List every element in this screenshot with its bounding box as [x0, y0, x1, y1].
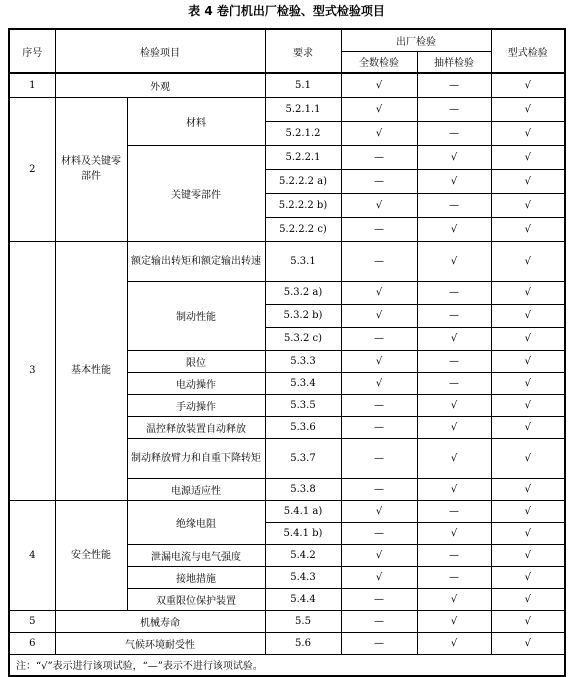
req-cell: 5.3.8: [265, 478, 341, 500]
sample-mark: √: [417, 217, 491, 241]
full-mark: √: [341, 500, 417, 522]
sample-mark: √: [417, 169, 491, 193]
sample-mark: √: [417, 241, 491, 281]
type-mark: √: [491, 145, 565, 169]
group-name-cell: 基本性能: [55, 241, 127, 500]
item-cell: 电动操作: [127, 372, 265, 394]
item-cell: 外观: [55, 73, 265, 97]
type-mark: √: [491, 478, 565, 500]
type-mark: √: [491, 281, 565, 304]
sample-mark: —: [417, 193, 491, 217]
req-cell: 5.2.1.1: [265, 97, 341, 121]
req-cell: 5.5: [265, 610, 341, 632]
sample-mark: √: [417, 416, 491, 438]
group-name-cell: 材料及关键零部件: [55, 97, 127, 241]
table-row: [9, 73, 565, 97]
req-cell: 5.3.2 c): [265, 327, 341, 350]
header-req: 要求: [265, 29, 341, 73]
req-cell: 5.2.2.2 c): [265, 217, 341, 241]
type-mark: √: [491, 438, 565, 478]
req-cell: 5.4.4: [265, 588, 341, 610]
sample-mark: √: [417, 438, 491, 478]
req-cell: 5.2.2.2 a): [265, 169, 341, 193]
full-mark: —: [341, 632, 417, 654]
full-mark: —: [341, 145, 417, 169]
sample-mark: —: [417, 121, 491, 145]
sample-mark: √: [417, 327, 491, 350]
header-sample: 抽样检验: [417, 51, 491, 73]
table-row: [9, 500, 565, 522]
full-mark: √: [341, 566, 417, 588]
seq-cell: 2: [9, 97, 55, 241]
full-mark: √: [341, 97, 417, 121]
item-cell: 气候环境耐受性: [55, 632, 265, 654]
full-mark: —: [341, 610, 417, 632]
full-mark: √: [341, 304, 417, 327]
item-cell: 制动性能: [127, 281, 265, 350]
full-mark: √: [341, 121, 417, 145]
full-mark: —: [341, 588, 417, 610]
type-mark: √: [491, 121, 565, 145]
item-cell: 机械寿命: [55, 610, 265, 632]
sample-mark: —: [417, 73, 491, 97]
req-cell: 5.3.2 a): [265, 281, 341, 304]
sample-mark: —: [417, 304, 491, 327]
header-type: 型式检验: [491, 29, 565, 73]
req-cell: 5.4.1 a): [265, 500, 341, 522]
sample-mark: —: [417, 97, 491, 121]
type-mark: √: [491, 327, 565, 350]
type-mark: √: [491, 632, 565, 654]
req-cell: 5.3.2 b): [265, 304, 341, 327]
sample-mark: √: [417, 394, 491, 416]
seq-cell: 1: [9, 73, 55, 97]
item-cell: 限位: [127, 350, 265, 372]
full-mark: √: [341, 193, 417, 217]
type-mark: √: [491, 73, 565, 97]
seq-cell: 3: [9, 241, 55, 500]
req-cell: 5.3.4: [265, 372, 341, 394]
note-row: [9, 654, 565, 676]
req-cell: 5.4.3: [265, 566, 341, 588]
req-cell: 5.3.7: [265, 438, 341, 478]
type-mark: √: [491, 544, 565, 566]
req-cell: 5.2.2.2 b): [265, 193, 341, 217]
item-cell: 额定输出转矩和额定输出转速: [127, 241, 265, 281]
req-cell: 5.3.3: [265, 350, 341, 372]
full-mark: √: [341, 372, 417, 394]
sample-mark: √: [417, 588, 491, 610]
sample-mark: —: [417, 544, 491, 566]
item-cell: 关键零部件: [127, 145, 265, 241]
header-full: 全数检验: [341, 51, 417, 73]
sample-mark: —: [417, 566, 491, 588]
full-mark: —: [341, 394, 417, 416]
item-cell: 泄漏电流与电气强度: [127, 544, 265, 566]
table-row: [9, 610, 565, 632]
group-name-cell: 安全性能: [55, 500, 127, 610]
req-cell: 5.3.6: [265, 416, 341, 438]
full-mark: —: [341, 478, 417, 500]
item-cell: 绝缘电阻: [127, 500, 265, 544]
item-cell: 制动释放臂力和自重下降转矩: [127, 438, 265, 478]
type-mark: √: [491, 610, 565, 632]
type-mark: √: [491, 522, 565, 544]
req-cell: 5.3.5: [265, 394, 341, 416]
item-cell: 材料: [127, 97, 265, 145]
sample-mark: √: [417, 522, 491, 544]
header-factory: 出厂检验: [341, 29, 491, 51]
full-mark: √: [341, 73, 417, 97]
full-mark: —: [341, 241, 417, 281]
sample-mark: —: [417, 281, 491, 304]
full-mark: —: [341, 416, 417, 438]
type-mark: √: [491, 304, 565, 327]
full-mark: —: [341, 438, 417, 478]
req-cell: 5.4.1 b): [265, 522, 341, 544]
req-cell: 5.4.2: [265, 544, 341, 566]
req-cell: 5.2.2.1: [265, 145, 341, 169]
sample-mark: —: [417, 372, 491, 394]
full-mark: —: [341, 522, 417, 544]
req-cell: 5.3.1: [265, 241, 341, 281]
full-mark: √: [341, 350, 417, 372]
header-row-1: [9, 29, 565, 51]
sample-mark: √: [417, 478, 491, 500]
full-mark: √: [341, 281, 417, 304]
item-cell: 电源适应性: [127, 478, 265, 500]
type-mark: √: [491, 217, 565, 241]
inspection-table: [8, 28, 566, 677]
table-row: [9, 632, 565, 654]
sample-mark: √: [417, 145, 491, 169]
item-cell: 温控释放装置自动释放: [127, 416, 265, 438]
type-mark: √: [491, 416, 565, 438]
type-mark: √: [491, 372, 565, 394]
type-mark: √: [491, 394, 565, 416]
table-title: 表 4 卷门机出厂检验、型式检验项目: [188, 4, 385, 18]
type-mark: √: [491, 241, 565, 281]
sample-mark: √: [417, 610, 491, 632]
seq-cell: 6: [9, 632, 55, 654]
sample-mark: —: [417, 500, 491, 522]
full-mark: —: [341, 327, 417, 350]
type-mark: √: [491, 350, 565, 372]
seq-cell: 5: [9, 610, 55, 632]
header-seq: 序号: [9, 29, 55, 73]
type-mark: √: [491, 566, 565, 588]
table-note: 注：“√”表示进行该项试验，“—”表示不进行该项试验。: [9, 654, 565, 676]
req-cell: 5.2.1.2: [265, 121, 341, 145]
type-mark: √: [491, 193, 565, 217]
item-cell: 手动操作: [127, 394, 265, 416]
table-row: [9, 97, 565, 121]
item-cell: 双重限位保护装置: [127, 588, 265, 610]
seq-cell: 4: [9, 500, 55, 610]
req-cell: 5.6: [265, 632, 341, 654]
type-mark: √: [491, 500, 565, 522]
full-mark: √: [341, 544, 417, 566]
type-mark: √: [491, 588, 565, 610]
table-row: [9, 241, 565, 281]
item-cell: 接地措施: [127, 566, 265, 588]
sample-mark: √: [417, 632, 491, 654]
type-mark: √: [491, 169, 565, 193]
sample-mark: —: [417, 350, 491, 372]
header-item: 检验项目: [55, 29, 265, 73]
type-mark: √: [491, 97, 565, 121]
full-mark: —: [341, 217, 417, 241]
full-mark: —: [341, 169, 417, 193]
req-cell: 5.1: [265, 73, 341, 97]
